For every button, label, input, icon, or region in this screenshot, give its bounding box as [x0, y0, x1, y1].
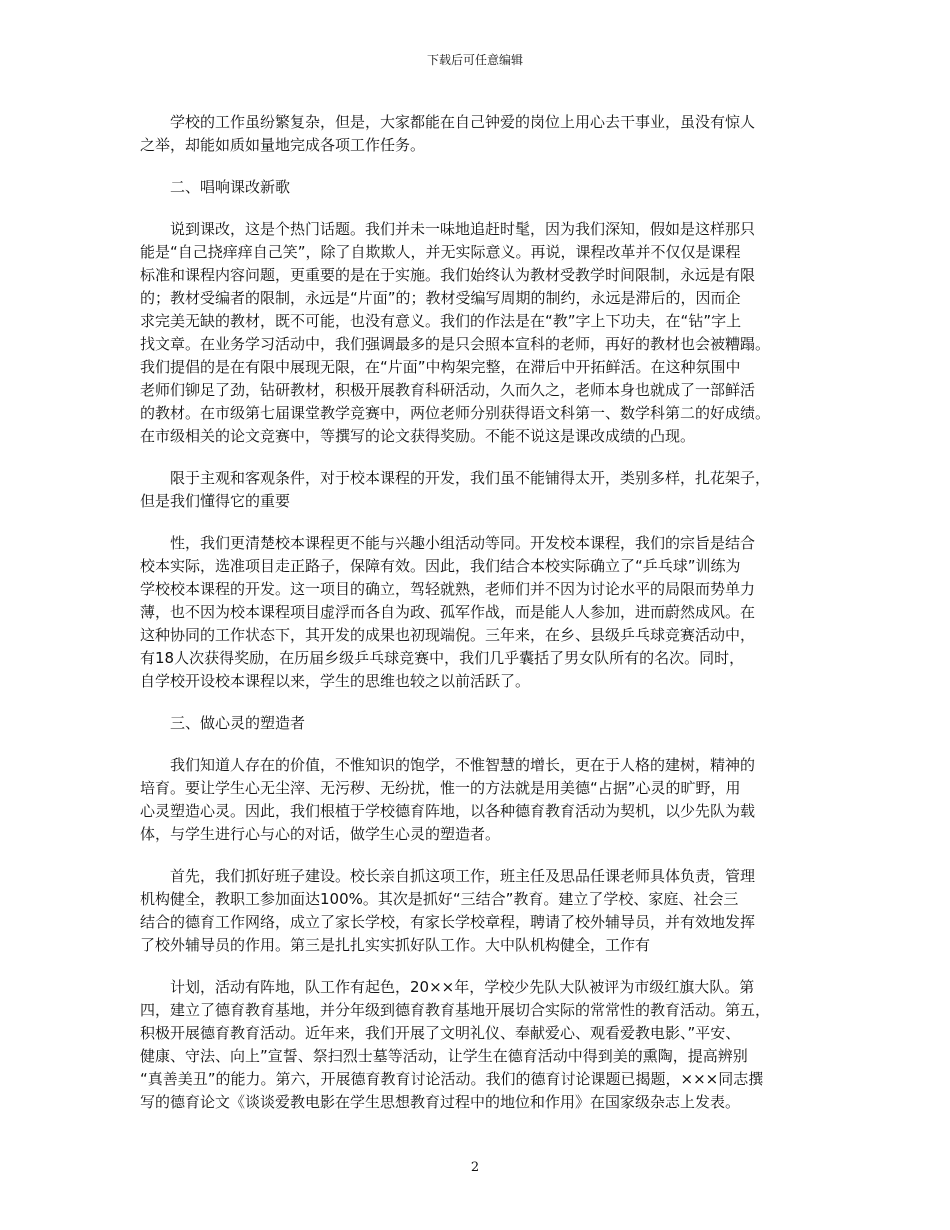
text-line: 了校外辅导员的作用。第三是扎扎实实抓好队工作。大中队机构健全，工作有: [140, 936, 651, 954]
text-line: 健康、守法、向上”宣誓、祭扫烈士墓等活动，让学生在德育活动中得到美的熏陶，提高辨别: [140, 1047, 748, 1065]
text-line: 心灵塑造心灵。因此，我们根植于学校德育阵地，以各种德育教育活动为契机，以少先队为载: [140, 802, 756, 820]
text-line: “真善美丑”的能力。第六，开展德育教育讨论活动。我们的德育讨论课题已揭题，×××同志撰: [140, 1070, 764, 1088]
page-number: 2: [470, 1160, 480, 1175]
text-line: 我们提倡的是在有限中展现无限，在“片面”中构架完整，在滞后中开拓鲜活。在这种氛围中: [140, 358, 741, 376]
text-line: 有18人次获得奖励，在历届乡级乒乓球竞赛中，我们几乎囊括了男女队所有的名次。同时，: [140, 649, 745, 667]
paragraph: [140, 865, 820, 957]
text-line: 培育。要让学生心无尘滓、无污秽、无纷扰，惟一的方法就是用美德“占据”心灵的旷野，用: [140, 779, 741, 797]
paragraph: [140, 111, 820, 157]
text-line: 计划，活动有阵地，队工作有起色，20××年，学校少先队大队被评为市级红旗大队。第: [170, 978, 755, 996]
paragraph: [140, 176, 820, 199]
text-line: 标准和课程内容问题，更重要的是在于实施。我们始终认为教材受教学时间限制，永远是有限: [140, 266, 756, 284]
text-line: 限于主观和客观条件，对于校本课程的开发，我们虽不能铺得太开，类别多样，扎花架子，: [170, 469, 771, 487]
text-line: 学校校本课程的开发。这一项目的确立，驾轻就熟，老师们并不因为讨论水平的局限而势单力: [140, 580, 756, 598]
text-line: 二、唱响课改新歌: [170, 178, 291, 196]
text-line: 四，建立了德育教育基地，并分年级到德育教育基地开展切合实际的常常性的教育活动。第五，: [140, 1001, 771, 1019]
text-line: 结合的德育工作网络，成立了家长学校，有家长学校章程，聘请了校外辅导员，并有效地发挥: [140, 913, 756, 931]
paragraph: [140, 218, 820, 448]
text-line: 机构健全，教职工参加面达100%。其次是抓好“三结合”教育。建立了学校、家庭、社会三: [140, 890, 739, 908]
text-line: 积极开展德育教育活动。近年来，我们开展了文明礼仪、奉献爱心、观看爱教电影、”平安、: [140, 1024, 741, 1042]
text-line: 说到课改，这是个热门话题。我们并未一味地追赶时髦，因为我们深知，假如是这样那只: [170, 220, 756, 238]
text-line: 首先，我们抓好班子建设。校长亲自抓这项工作，班主任及思品任课老师具体负责，管理: [170, 867, 756, 885]
text-line: 薄，也不因为校本课程项目虚浮而各自为政、孤军作战，而是能人人参加，进而蔚然成风。在: [140, 603, 756, 621]
text-line: 学校的工作虽纷繁复杂，但是，大家都能在自己钟爱的岗位上用心去干事业，虽没有惊人: [170, 113, 756, 131]
paragraph: [140, 976, 820, 1114]
paragraph: [140, 712, 820, 735]
paragraph: [140, 754, 820, 846]
text-line: 三、做心灵的塑造者: [170, 714, 306, 732]
text-line: 校本实际，选准项目走正路子，保障有效。因此，我们结合本校实际确立了“乒乓球”训练为: [140, 557, 741, 575]
text-line: 性，我们更清楚校本课程更不能与兴趣小组活动等同。开发校本课程，我们的宗旨是结合: [170, 534, 756, 552]
page-header: 下载后可任意编辑: [426, 53, 523, 67]
text-line: 的；教材受编者的限制，永远是“片面”的；教材受编写周期的制约，永远是滞后的，因而企: [140, 289, 741, 307]
text-line: 写的德育论文《谈谈爱教电影在学生思想教育过程中的地位和作用》在国家级杂志上发表。: [140, 1093, 741, 1111]
text-line: 的教材。在市级第七届课堂教学竞赛中，两位老师分别获得语文科第一、数学科第二的好成绩。: [140, 404, 771, 422]
text-line: 自学校开设校本课程以来，学生的思维也较之以前活跃了。: [140, 672, 531, 690]
text-line: 老师们铆足了劲，钻研教材，积极开展教育科研活动，久而久之，老师本身也就成了一部鲜活: [140, 381, 756, 399]
text-line: 之举，却能如质如量地完成各项工作任务。: [140, 136, 426, 154]
text-line: 但是我们懂得它的重要: [140, 492, 291, 510]
text-line: 体，与学生进行心与心的对话，做学生心灵的塑造者。: [140, 825, 501, 843]
paragraph: [140, 532, 820, 693]
text-line: 在市级相关的论文竞赛中，等撰写的论文获得奖励。不能不说这是课改成绩的凸现。: [140, 427, 696, 445]
text-line: 我们知道人存在的价值，不惟知识的饱学，不惟智慧的增长，更在于人格的建树，精神的: [170, 756, 756, 774]
text-line: 找文章。在业务学习活动中，我们强调最多的是只会照本宣科的老师，再好的教材也会被糟蹋。: [140, 335, 771, 353]
document-body: [140, 111, 820, 1133]
text-line: 求完美无缺的教材，既不可能，也没有意义。我们的作法是在“教”字上下功夫，在“钻”字上: [140, 312, 742, 330]
paragraph: [140, 467, 820, 513]
text-line: 这种协同的工作状态下，其开发的成果也初现端倪。三年来，在乡、县级乒乓球竞赛活动中，: [140, 626, 756, 644]
text-line: 能是“自己挠痒痒自己笑”，除了自欺欺人，并无实际意义。再说，课程改革并不仅仅是课程: [140, 243, 741, 261]
